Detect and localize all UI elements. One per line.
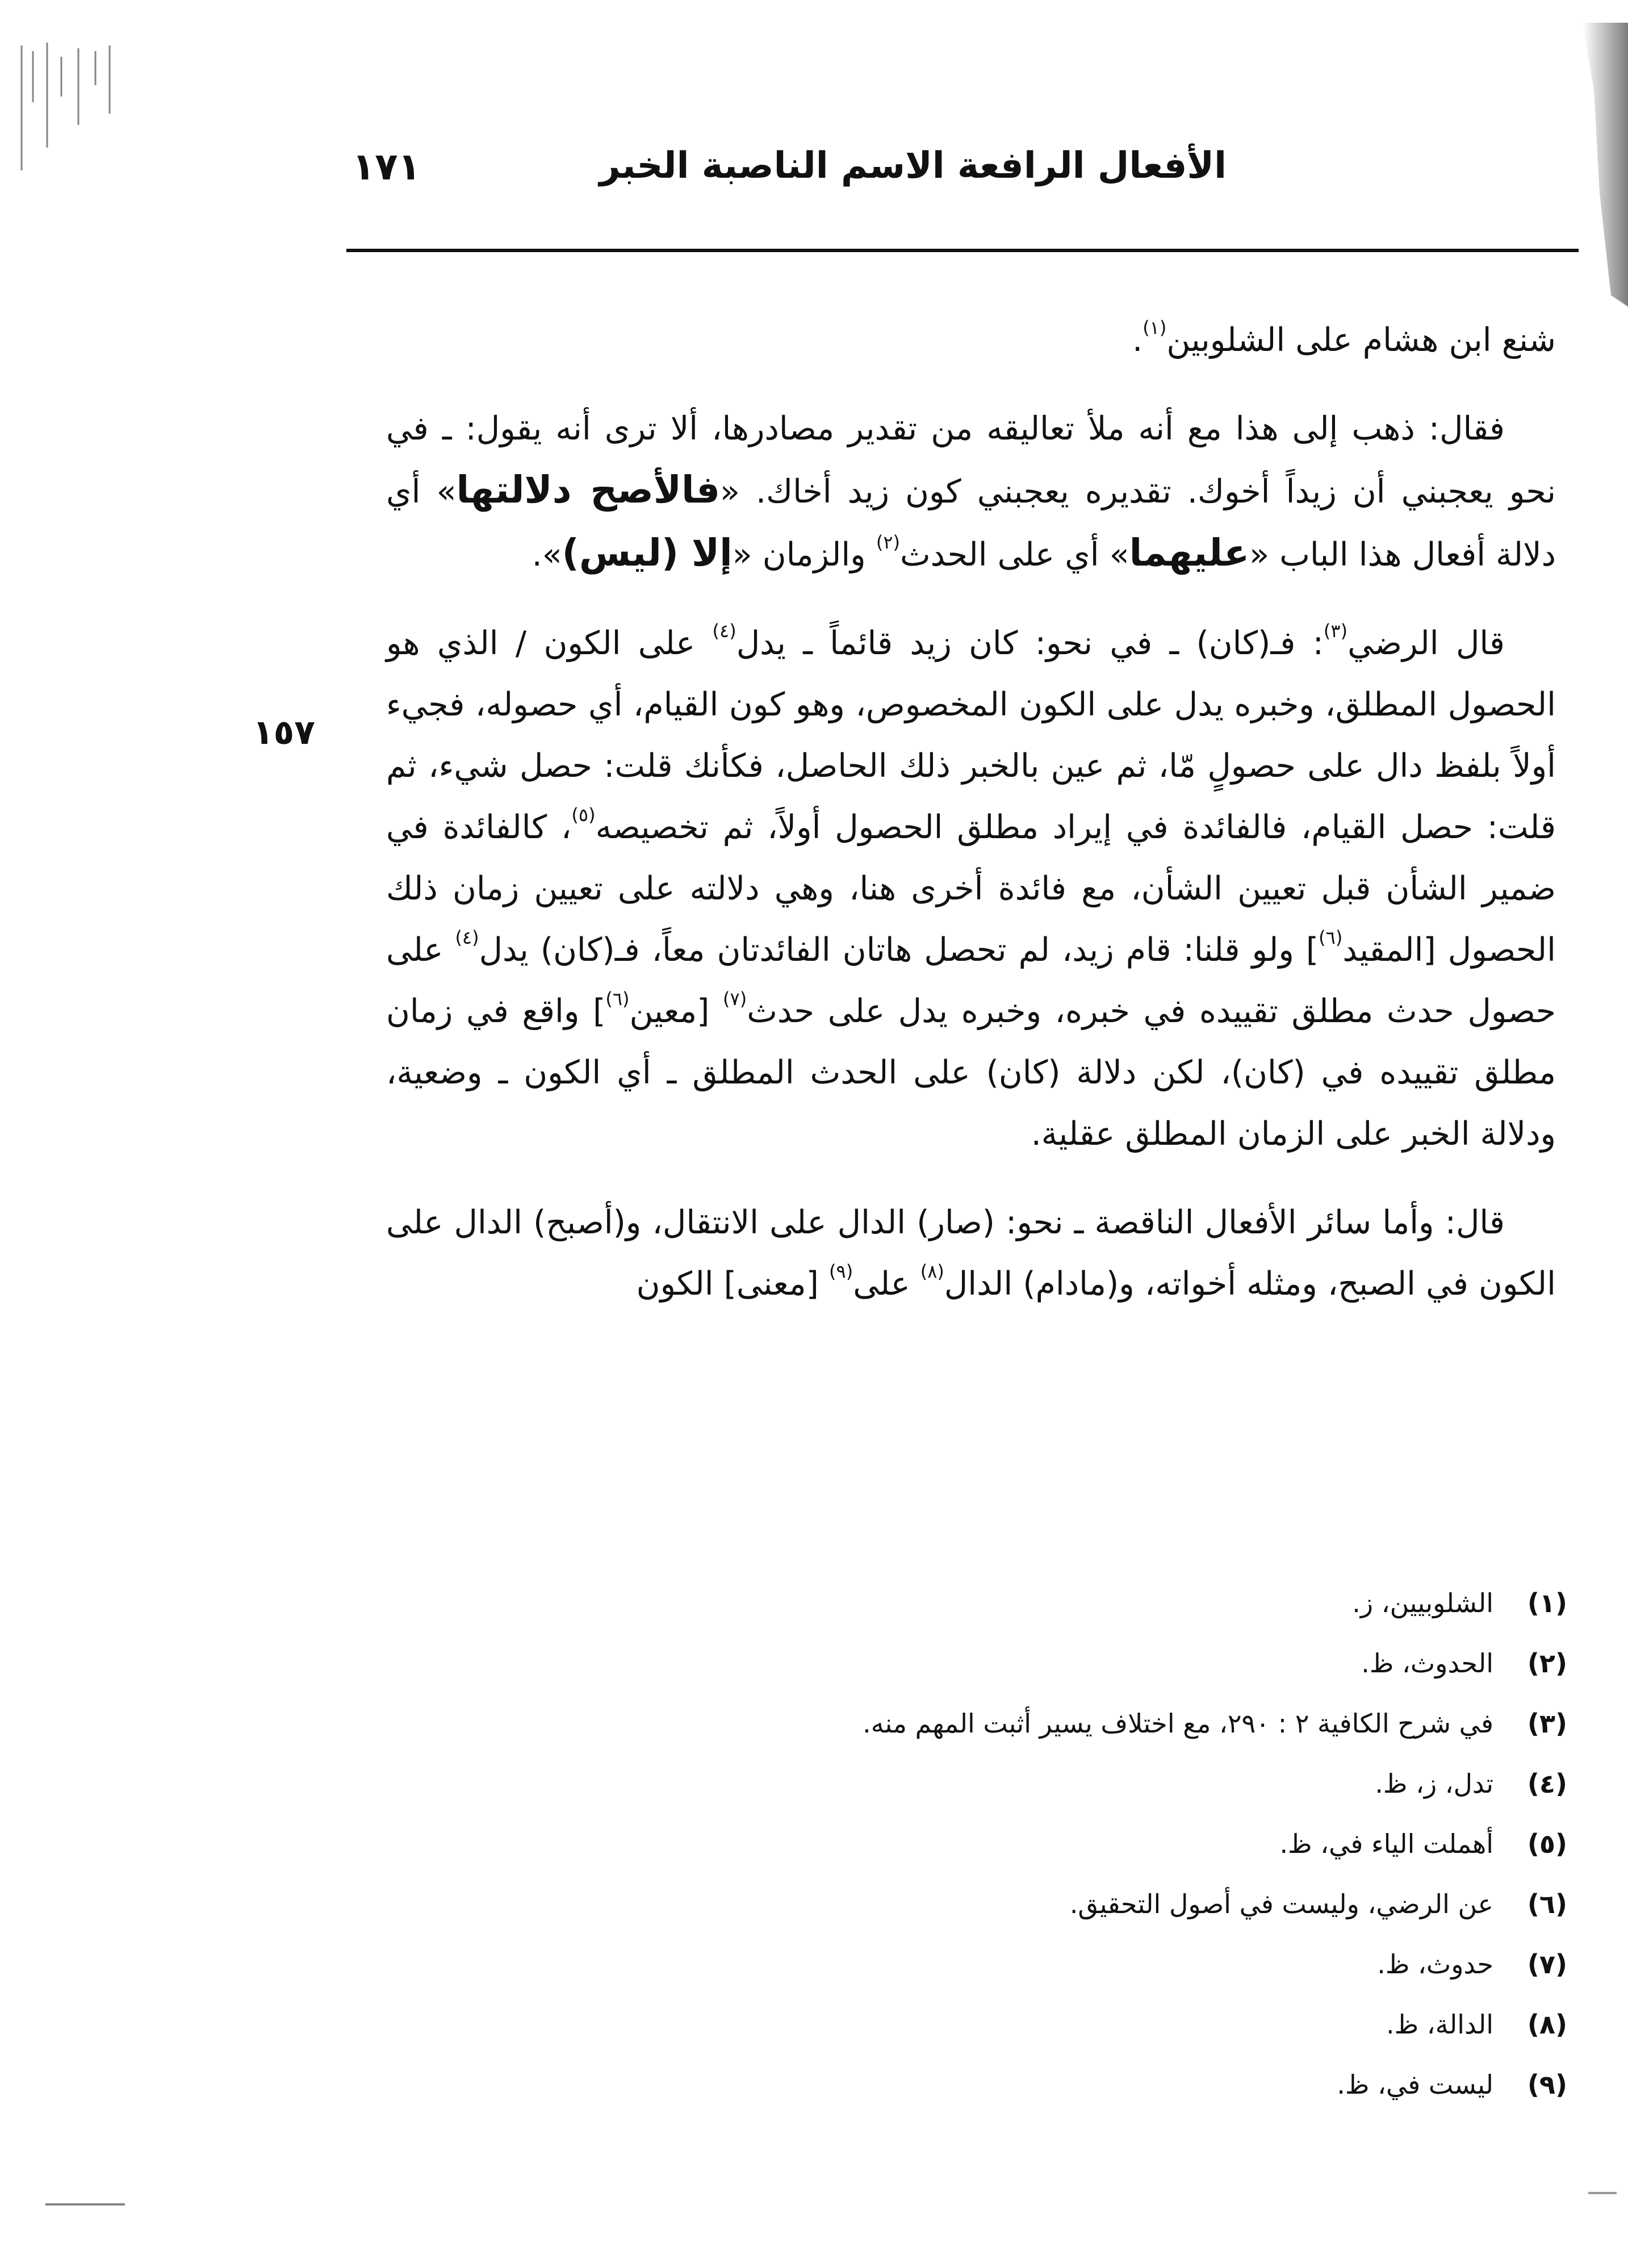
text-run: على (853, 1265, 920, 1303)
scan-edge-shadow (1560, 23, 1628, 307)
quoted-term: إلا (ليس) (562, 531, 733, 575)
footnote (454, 1693, 1567, 1754)
footnote-ref: (٧) (723, 988, 747, 1010)
text-run: فقال: ذهب إلى هذا مع أنه ملأ تعاليقه من تقدير مصادرها، ألا ترى أنه يقول: ـ في نحو يعجبني أن زيداً أخوك. تقديره يعجبني كون زيد أخاك. « (386, 410, 1556, 510)
scan-mark (45, 2203, 125, 2206)
footnote-ref: (٥) (571, 804, 596, 826)
footnote-ref: (٦) (1319, 927, 1343, 948)
quoted-term: فالأصح دلالتها (456, 468, 721, 512)
paragraph (386, 398, 1556, 585)
footnote-text: الشلوبيين، ز. (1352, 1588, 1493, 1618)
footnote (454, 2054, 1567, 2115)
header-rule (346, 249, 1579, 252)
text-run: » أي على الحدث (899, 536, 1129, 574)
footnote (454, 1754, 1567, 1814)
footnote-number: (٧) (1527, 1949, 1567, 1980)
text-run: قال الرضي (1347, 625, 1505, 662)
text-run: على الكون / الذي هو الحصول المطلق، وخبره يدل على الكون المخصوص، وهو كون القيام، أي حصوله، فجيء أولاً بلفظ دال على حصولٍ مّا، ثم عين بالخبر ذلك الحاصل، فكأنك قلت: حصل شيء، ثم قلت: حصل القيام، فالفائدة في إيراد مطلق الحصول أولاً، ثم تخصيصه (386, 625, 1556, 846)
footnote-text: أهملت الياء في، ظ. (1279, 1828, 1493, 1859)
running-header (341, 145, 1227, 213)
footnote (454, 1994, 1567, 2054)
scan-edge-noise (16, 34, 124, 182)
text-run: » أي دلالة أفعال هذا الباب « (386, 473, 1556, 574)
margin-page-reference: ١٥٧ (253, 713, 315, 752)
footnote-number: (٥) (1527, 1828, 1567, 1859)
footnote-ref: (٢) (876, 532, 900, 553)
text-run: ] ولو قلنا: قام زيد، لم تحصل هاتان الفائدتان معاً، فـ(كان) يدل (479, 931, 1319, 969)
main-text (386, 309, 1556, 1342)
text-run: ] واقع في زمان مطلق تقييده في (كان)، لكن دلالة (كان) على الحدث المطلق ـ أي الكون ـ وضعية، ودلالة الخبر على الزمان المطلق عقلية. (386, 993, 1556, 1153)
footnote-number: (٣) (1527, 1708, 1567, 1739)
text-run: على حصول حدث مطلق تقييده في خبره، وخبره يدل على حدث (386, 931, 1556, 1030)
quoted-term: عليهما (1129, 531, 1250, 575)
footnote-number: (٦) (1527, 1889, 1567, 1919)
footnote-ref: (١) (1142, 317, 1167, 338)
footnote-text: حدوث، ظ. (1377, 1949, 1493, 1980)
footnote-text: الحدوث، ظ. (1361, 1648, 1493, 1679)
footnote-ref: (٤) (712, 620, 736, 642)
text-run: ، كالفائدة في ضمير الشأن قبل تعيين الشأن، مع فائدة أخرى هنا، وهي دلالته على تعيين زمان ذلك الحصول [المقيد (386, 809, 1556, 969)
scan-mark (1588, 2192, 1617, 2194)
text-run: [معين (629, 993, 723, 1030)
footnote-text: عن الرضي، وليست في أصول التحقيق. (1069, 1889, 1493, 1919)
footnote-ref: (٣) (1323, 620, 1348, 642)
footnote (454, 1633, 1567, 1693)
text-run: . (1132, 321, 1143, 359)
footnote-ref: (٩) (829, 1261, 853, 1282)
footnote-number: (١) (1527, 1588, 1567, 1618)
page-number: ١٧١ (352, 145, 421, 189)
footnote-number: (٨) (1527, 2009, 1567, 2040)
footnote (454, 1934, 1567, 1994)
paragraph (386, 309, 1556, 371)
footnote-text: الدالة، ظ. (1386, 2009, 1493, 2040)
paragraph (386, 613, 1556, 1165)
footnote-ref: (٤) (455, 927, 479, 948)
footnote-text: ليست في، ظ. (1337, 2069, 1493, 2100)
text-run: قال: وأما سائر الأفعال الناقصة ـ نحو: (صار) الدال على الانتقال، و(أصبح) الدال على الكون في الصبح، ومثله أخواته، و(مادام) الدال (386, 1204, 1556, 1303)
footnote (454, 1874, 1567, 1934)
footnote-number: (٤) (1527, 1768, 1567, 1799)
footnote-number: (٢) (1527, 1648, 1567, 1679)
text-run: [معنى] الكون (636, 1265, 830, 1303)
text-run: : فـ(كان) ـ في نحو: كان زيد قائماً ـ يدل (736, 625, 1324, 662)
paragraph (386, 1192, 1556, 1315)
footnote-ref: (٦) (605, 988, 630, 1010)
text-run: ». (531, 536, 562, 574)
running-title: الأفعال الرافعة الاسم الناصبة الخبر (599, 145, 1227, 187)
footnote (454, 1814, 1567, 1874)
text-run: والزمان « (732, 536, 876, 574)
footnote-number: (٩) (1527, 2069, 1567, 2100)
footnote (454, 1573, 1567, 1633)
footnotes (454, 1573, 1567, 2115)
footnote-text: تدل، ز، ظ. (1375, 1768, 1493, 1799)
footnote-ref: (٨) (920, 1261, 944, 1282)
text-run: شنع ابن هشام على الشلوبين (1166, 321, 1556, 359)
footnote-text: في شرح الكافية ٢ : ٢٩٠، مع اختلاف يسير أثبت المهم منه. (863, 1708, 1493, 1739)
